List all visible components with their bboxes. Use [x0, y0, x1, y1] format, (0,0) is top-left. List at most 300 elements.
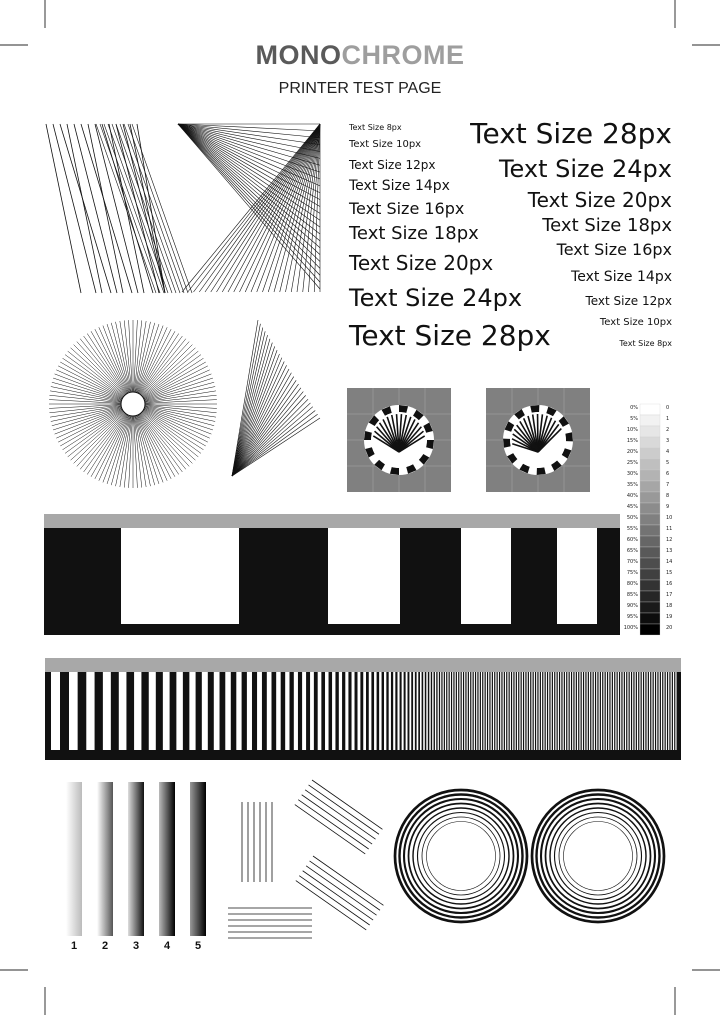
ramp-white-line [276, 672, 280, 750]
slanted-line [88, 124, 123, 293]
ramp-white-line [567, 672, 568, 750]
ramp-white-line [563, 672, 564, 750]
slanted-line [67, 124, 102, 293]
ramp-white-line [481, 672, 482, 750]
ramp-white-line [656, 672, 657, 750]
resolution-target [347, 388, 451, 492]
text-sample-left-14px: Text Size 14px [349, 178, 450, 194]
ramp-white-line [409, 672, 411, 750]
ramp-white-line [591, 672, 592, 750]
text-sample-right-20px: Text Size 20px [527, 188, 672, 212]
gray-percent-label: 75% [626, 570, 638, 576]
page-subtitle: PRINTER TEST PAGE [278, 80, 442, 97]
text-sample-right-28px: Text Size 28px [470, 117, 672, 150]
gray-index-label: 10 [666, 515, 673, 521]
ramp-white-line [445, 672, 446, 750]
ramp-white-line [491, 672, 492, 750]
gray-percent-label: 70% [626, 559, 638, 565]
gray-percent-label: 60% [626, 537, 638, 543]
white-block [557, 528, 597, 624]
fan-line [178, 124, 320, 282]
ramp-white-line [529, 672, 530, 750]
ramp-white-line [565, 672, 566, 750]
text-sample-left-20px: Text Size 20px [349, 251, 494, 275]
ring [404, 799, 518, 913]
starburst-ray [136, 416, 155, 486]
starburst-center [121, 392, 145, 416]
gray-percent-label: 0% [630, 405, 638, 411]
gray-swatch [640, 481, 660, 492]
text-sample-left-8px: Text Size 8px [349, 123, 402, 132]
ramp-white-line [469, 672, 470, 750]
fan-line [217, 124, 321, 292]
ramp-white-line [397, 672, 399, 750]
text-sample-left-28px: Text Size 28px [349, 319, 551, 352]
text-sample-right-16px: Text Size 16px [556, 240, 672, 259]
ramp-white-line [103, 672, 111, 750]
gray-swatch [640, 547, 660, 558]
ramp-white-line [603, 672, 604, 750]
gray-index-label: 15 [666, 570, 673, 576]
gray-swatch [640, 415, 660, 426]
ramp-white-line [668, 672, 669, 750]
fan-line [234, 124, 320, 292]
ramp-white-line [551, 672, 552, 750]
ramp-white-line [577, 672, 578, 750]
gray-index-label: 13 [666, 548, 673, 554]
gray-scale-strip [640, 404, 660, 635]
ramp-white-line [536, 672, 537, 750]
ramp-white-line [560, 672, 561, 750]
gray-percent-label: 95% [626, 614, 638, 620]
fan-line [232, 350, 277, 476]
ramp-white-line [69, 672, 78, 750]
ramp-white-line [189, 672, 195, 750]
ramp-white-line [358, 672, 361, 750]
slanted-line [120, 124, 180, 293]
rotated-line-group [295, 780, 383, 854]
text-sample-right-8px: Text Size 8px [619, 339, 672, 348]
ramp-white-line [406, 672, 408, 750]
slanted-line [74, 124, 117, 293]
resolution-line [296, 881, 366, 930]
resolution-line [309, 785, 379, 834]
gray-index-label: 7 [666, 482, 670, 488]
ramp-white-line [86, 672, 94, 750]
ramp-white-line [318, 672, 322, 750]
rotated-line-group [296, 856, 384, 930]
ring [541, 799, 655, 913]
ramp-white-line [596, 672, 597, 750]
text-sample-right-12px: Text Size 12px [585, 294, 672, 308]
ramp-white-line [486, 672, 487, 750]
ramp-white-line [51, 672, 60, 750]
white-block [328, 528, 400, 624]
starburst-ray [141, 412, 192, 463]
diagonal-fan-pattern [178, 124, 320, 292]
slanted-line [132, 124, 192, 293]
gray-percent-label: 35% [626, 482, 638, 488]
ramp-white-line [369, 672, 372, 750]
ramp-white-line [531, 672, 532, 750]
ramp-white-line [620, 672, 621, 750]
gray-swatch [640, 558, 660, 569]
gradient-bar [190, 782, 206, 936]
gray-swatch [640, 591, 660, 602]
ramp-white-line [512, 672, 513, 750]
ramp-white-line [519, 672, 520, 750]
gray-index-label: 12 [666, 537, 673, 543]
ramp-white-line [384, 672, 386, 750]
gray-percent-label: 45% [626, 504, 638, 510]
ramp-white-line [483, 672, 484, 750]
ramp-white-line [582, 672, 583, 750]
ramp-white-line [661, 672, 662, 750]
ramp-white-line [587, 672, 588, 750]
gray-index-label: 9 [666, 504, 670, 510]
starburst-ray [52, 382, 122, 401]
ramp-white-line [527, 672, 528, 750]
slanted-line [112, 124, 172, 293]
ramp-white-line [606, 672, 607, 750]
fan-line [232, 373, 291, 476]
gray-percent-label: 55% [626, 526, 638, 532]
target-segment [537, 467, 546, 475]
ramp-white-line [623, 672, 624, 750]
ramp-white-line [302, 672, 306, 750]
ramp-white-line [515, 672, 516, 750]
gray-swatch [640, 569, 660, 580]
ramp-white-line [455, 672, 456, 750]
resolution-line [298, 800, 368, 849]
ramp-white-line [644, 672, 645, 750]
ramp-white-line [393, 672, 395, 750]
slanted-line [124, 124, 184, 293]
ramp-white-line [649, 672, 650, 750]
ramp-white-line [134, 672, 141, 750]
ramp-white-line [570, 672, 571, 750]
ramp-white-line [438, 672, 439, 750]
ramp-white-line [443, 672, 444, 750]
ramp-white-line [363, 672, 366, 750]
ramp-white-line [651, 672, 652, 750]
slanted-line [130, 124, 165, 293]
gray-index-label: 1 [666, 416, 670, 422]
gray-percent-label: 40% [626, 493, 638, 499]
ramp-white-line [236, 672, 241, 750]
starburst-ray [111, 416, 130, 486]
text-sample-right-14px: Text Size 14px [571, 269, 672, 285]
resolution-line [303, 871, 373, 920]
fan-triangle-pattern [232, 320, 320, 476]
ramp-white-line [534, 672, 535, 750]
ramp-white-line [673, 672, 674, 750]
ramp-white-line [572, 672, 573, 750]
ramp-white-line [546, 672, 547, 750]
ramp-white-line [599, 672, 600, 750]
ramp-white-line [214, 672, 220, 750]
slanted-line [96, 124, 156, 293]
ramp-white-line [479, 672, 480, 750]
resolution-line [302, 795, 372, 844]
gray-percent-label: 100% [623, 625, 638, 631]
gradient-bar [97, 782, 113, 936]
ramp-white-line [426, 672, 427, 750]
ramp-white-line [637, 672, 638, 750]
gray-percent-label: 15% [626, 438, 638, 444]
gray-swatch [640, 525, 660, 536]
gradient-bar [159, 782, 175, 936]
ramp-white-line [402, 672, 404, 750]
starburst-ray [74, 412, 125, 463]
ramp-white-line [247, 672, 252, 750]
resolution-line [310, 861, 380, 910]
target-segment [565, 432, 573, 441]
ramp-white-line [163, 672, 170, 750]
gray-index-label: 0 [666, 405, 670, 411]
gray-percent-label: 10% [626, 427, 638, 433]
ramp-white-line [435, 672, 436, 750]
fan-line [178, 124, 320, 131]
ramp-white-line [225, 672, 231, 750]
ring [559, 817, 637, 895]
ramp-white-line [452, 672, 453, 750]
text-sample-left-12px: Text Size 12px [349, 158, 436, 172]
gradient-bar-label: 2 [101, 940, 109, 952]
gray-swatch [640, 470, 660, 481]
ring [418, 813, 505, 900]
gray-index-label: 18 [666, 603, 673, 609]
ramp-white-line [613, 672, 614, 750]
ramp-white-line [389, 672, 391, 750]
ramp-white-line [627, 672, 628, 750]
gray-percent-label: 30% [626, 471, 638, 477]
gray-percent-label: 80% [626, 581, 638, 587]
ramp-white-line [666, 672, 667, 750]
ramp-white-line [608, 672, 609, 750]
slanted-line [53, 124, 96, 293]
gray-index-label: 16 [666, 581, 673, 587]
target-segment [503, 439, 511, 448]
target-segment [530, 405, 539, 413]
ramp-white-line [524, 672, 525, 750]
gradient-bar-label: 5 [194, 940, 202, 952]
ring [555, 813, 642, 900]
ramp-white-line [589, 672, 590, 750]
ramp-white-line [149, 672, 156, 750]
slanted-line [95, 124, 138, 293]
ramp-white-line [420, 672, 422, 750]
ramp-white-line [267, 672, 272, 750]
text-sample-left-10px: Text Size 10px [349, 139, 422, 150]
ramp-white-line [539, 672, 540, 750]
gray-swatch [640, 437, 660, 448]
gray-swatch [640, 514, 660, 525]
gradient-bar-label: 1 [70, 940, 78, 952]
ramp-white-line [345, 672, 348, 750]
ramp-white-line [467, 672, 468, 750]
ramp-white-line [464, 672, 465, 750]
gray-swatch [640, 426, 660, 437]
ramp-white-line [352, 672, 355, 750]
gray-percent-label: 50% [626, 515, 638, 521]
ramp-white-line [176, 672, 182, 750]
ring [409, 804, 514, 909]
gray-percent-label: 5% [630, 416, 638, 422]
ramp-white-line [505, 672, 506, 750]
gray-swatch [640, 613, 660, 624]
resolution-line [295, 805, 365, 854]
ramp-white-line [510, 672, 511, 750]
title-part-chrome: CHROME [341, 40, 465, 70]
ramp-white-line [575, 672, 576, 750]
ramp-white-line [659, 672, 660, 750]
ramp-white-line [558, 672, 559, 750]
ramp-white-line [257, 672, 262, 750]
resolution-target [486, 388, 590, 492]
ramp-white-line [440, 672, 441, 750]
starburst-pattern [49, 320, 217, 488]
fan-line [232, 369, 289, 476]
ramp-white-line [618, 672, 619, 750]
gray-percent-label: 20% [626, 449, 638, 455]
ring [395, 790, 527, 922]
slanted-line [108, 124, 168, 293]
ramp-white-line [498, 672, 499, 750]
gray-swatch [640, 536, 660, 547]
text-sample-left-16px: Text Size 16px [349, 199, 465, 218]
ramp-white-line [639, 672, 640, 750]
resolution-line [305, 790, 375, 839]
starburst-ray [145, 382, 215, 401]
ramp-white-line [503, 672, 504, 750]
solid-block-band [44, 514, 620, 635]
gray-swatch [640, 503, 660, 514]
ramp-white-line [642, 672, 643, 750]
ramp-white-line [553, 672, 554, 750]
fan-line [178, 124, 320, 255]
text-sample-right-18px: Text Size 18px [542, 215, 672, 236]
starburst-ray [145, 407, 215, 426]
gray-percent-label: 25% [626, 460, 638, 466]
gray-swatch [640, 580, 660, 591]
gray-index-label: 3 [666, 438, 670, 444]
ramp-white-line [517, 672, 518, 750]
slanted-lines-pattern [46, 124, 192, 293]
concentric-rings [532, 790, 664, 922]
ramp-white-line [339, 672, 342, 750]
ramp-white-line [543, 672, 544, 750]
gray-index-label: 4 [666, 449, 670, 455]
ramp-white-line [476, 672, 477, 750]
fan-line [178, 124, 320, 138]
ramp-white-line [423, 672, 425, 750]
ring [413, 808, 509, 904]
slanted-line [109, 124, 144, 293]
ramp-white-line [611, 672, 612, 750]
gray-percent-label: 90% [626, 603, 638, 609]
ring [546, 804, 651, 909]
ramp-white-line [462, 672, 463, 750]
ramp-white-line [548, 672, 549, 750]
ramp-white-line [294, 672, 298, 750]
ramp-white-line [285, 672, 289, 750]
white-block [121, 528, 239, 624]
fan-line [232, 320, 258, 476]
slanted-line [104, 124, 164, 293]
ramp-white-line [447, 672, 448, 750]
ramp-white-line [325, 672, 329, 750]
ramp-white-line [202, 672, 208, 750]
ramp-white-line [310, 672, 314, 750]
slanted-line [60, 124, 111, 293]
ramp-white-line [601, 672, 602, 750]
ramp-white-line [450, 672, 451, 750]
starburst-ray [74, 345, 125, 396]
ramp-white-line [663, 672, 664, 750]
gray-index-label: 2 [666, 427, 670, 433]
gray-swatch [640, 624, 660, 635]
fan-line [178, 124, 320, 289]
gray-swatch [640, 492, 660, 503]
ring [550, 808, 646, 904]
ramp-white-line [507, 672, 508, 750]
ramp-white-line [488, 672, 489, 750]
ramp-white-line [584, 672, 585, 750]
ramp-white-line [474, 672, 475, 750]
ramp-white-line [625, 672, 626, 750]
ring [564, 822, 633, 891]
gray-index-label: 17 [666, 592, 673, 598]
slanted-line [128, 124, 188, 293]
gray-index-label: 19 [666, 614, 673, 620]
ramp-white-line [332, 672, 335, 750]
ring [532, 790, 664, 922]
slanted-line [81, 124, 132, 293]
ring [422, 817, 500, 895]
gray-swatch [640, 602, 660, 613]
gray-swatch [640, 459, 660, 470]
gray-index-label: 8 [666, 493, 670, 499]
ramp-white-line [654, 672, 655, 750]
ramp-white-line [630, 672, 631, 750]
gray-index-label: 5 [666, 460, 670, 466]
line-resolution-groups [228, 780, 383, 938]
text-sample-right-10px: Text Size 10px [599, 317, 672, 328]
ramp-white-line [579, 672, 580, 750]
ramp-white-line [119, 672, 127, 750]
gray-percent-label: 65% [626, 548, 638, 554]
ramp-white-line [459, 672, 460, 750]
ramp-white-line [500, 672, 501, 750]
gray-percent-label: 85% [626, 592, 638, 598]
ramp-white-line [417, 672, 419, 750]
ramp-white-line [675, 672, 676, 750]
ramp-white-line [413, 672, 415, 750]
ramp-white-line [429, 672, 430, 750]
gray-swatch [640, 448, 660, 459]
fan-line [232, 346, 275, 476]
ring [427, 822, 496, 891]
starburst-ray [136, 323, 155, 393]
text-sample-left-24px: Text Size 24px [349, 284, 523, 312]
ramp-white-line [647, 672, 648, 750]
ramp-white-line [432, 672, 433, 750]
slanted-line [102, 124, 153, 293]
starburst-ray [141, 345, 192, 396]
text-sample-left-18px: Text Size 18px [349, 223, 479, 244]
ramp-white-line [495, 672, 496, 750]
